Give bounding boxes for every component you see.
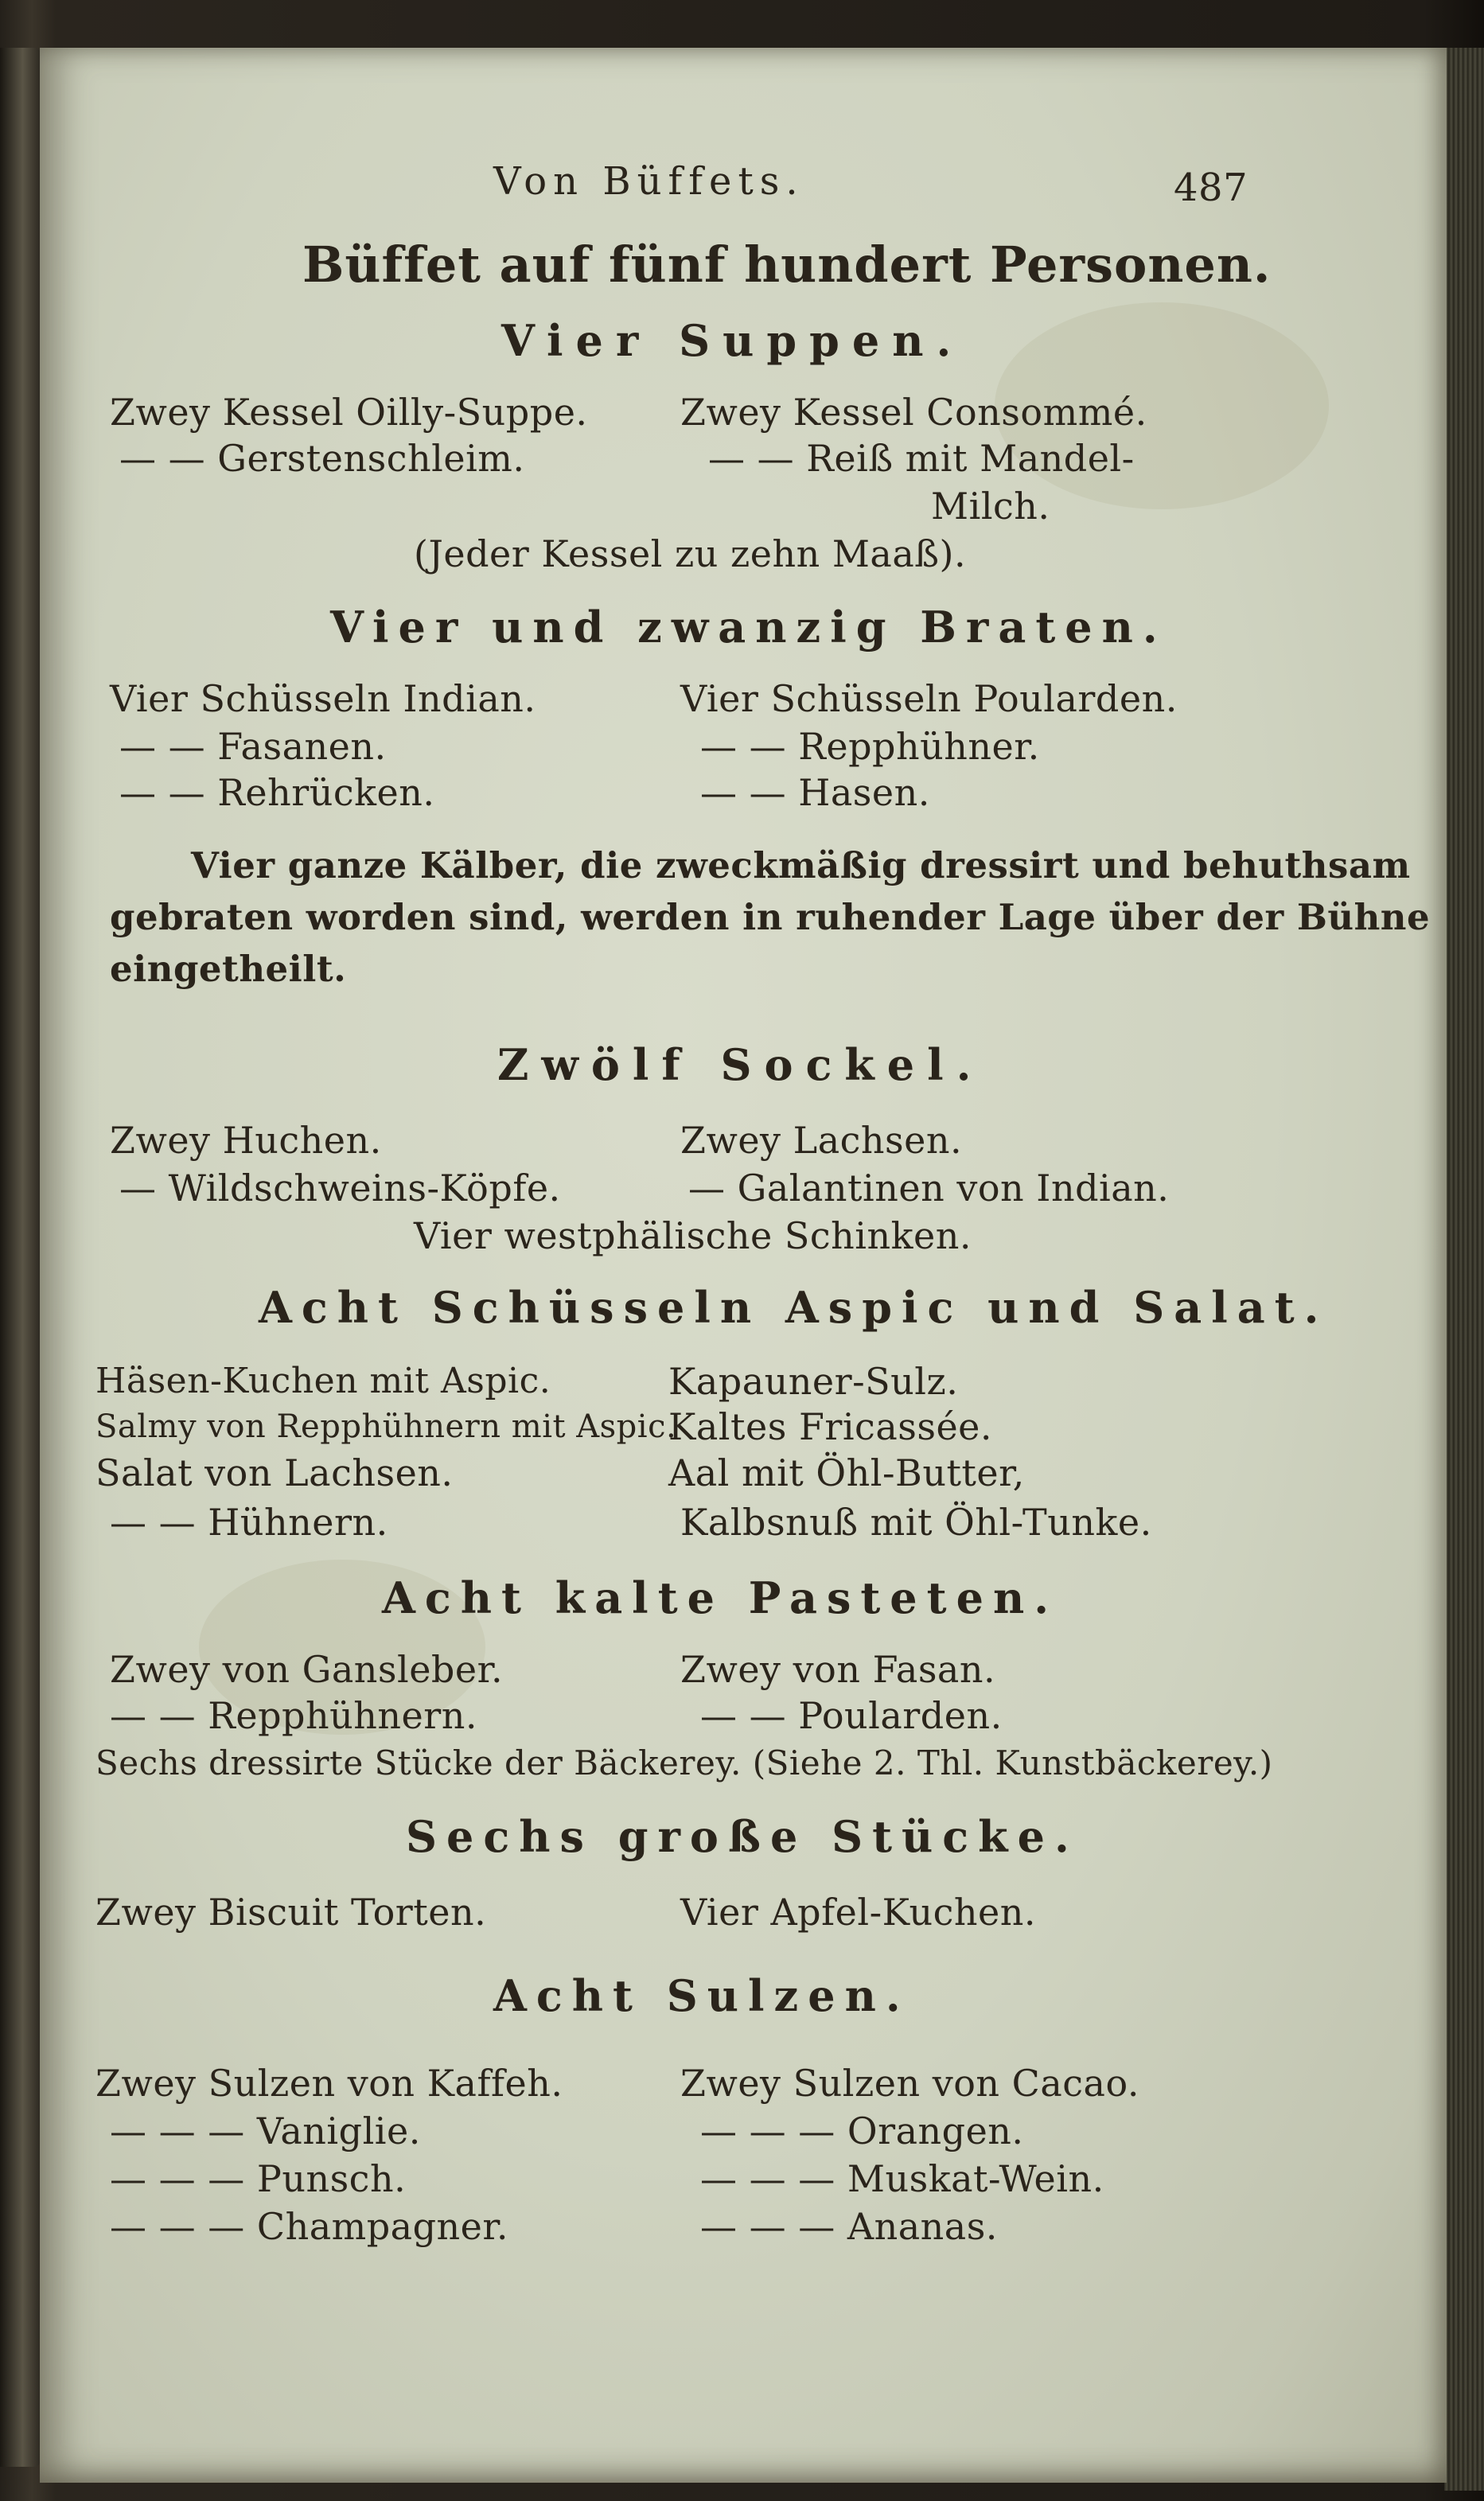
plinths-row-right: — Galantinen von Indian. [688,1167,1170,1210]
aspic-row-right: Kalbsnuß mit Öhl-Tunke. [680,1501,1152,1544]
jellies-row-left: — — — Champagner. [110,2205,508,2248]
section-heading-large-pieces: Sechs große Stücke. [406,1811,1079,1862]
jellies-row-left: — — — Punsch. [110,2157,407,2200]
page-stack-edge [1444,48,1484,2491]
aspic-row-left: — — Hühnern. [110,1501,388,1544]
roasts-paragraph-line: Vier ganze Kälber, die zweckmäßig dressirt und behuthsam [191,844,1411,886]
aspic-row-right: Aal mit Öhl-Butter, [668,1451,1025,1494]
jellies-row-right: — — — Orangen. [700,2109,1024,2152]
soups-continuation: Milch. [931,485,1050,528]
pies-row-right: — — Poularden. [700,1694,1003,1737]
plinths-row-left: Zwey Huchen. [110,1119,382,1162]
jellies-row-left: Zwey Sulzen von Kaffeh. [95,2062,563,2105]
aspic-row-right: Kaltes Fricassée. [668,1405,993,1448]
page-number: 487 [1174,166,1248,210]
pies-full-line: Sechs dressirte Stücke der Bäckerey. (Siehe 2. Thl. Kunstbäckerey.) [95,1743,1273,1782]
jellies-row-right: — — — Ananas. [700,2205,998,2248]
plinths-row-right: Zwey Lachsen. [680,1119,963,1162]
large-pieces-row-right: Vier Apfel-Kuchen. [680,1891,1036,1934]
facing-page-edge [0,48,41,2467]
soups-row-right: — — Reiß mit Mandel- [708,437,1135,480]
roasts-row-left: — — Fasanen. [119,725,387,768]
section-heading-pies: Acht kalte Pasteten. [382,1572,1059,1623]
soups-row-right: Zwey Kessel Consommé. [680,391,1147,434]
roasts-row-right: Vier Schüsseln Poularden. [680,677,1178,720]
section-heading-plinths: Zwölf Sockel. [497,1039,984,1090]
section-heading-roasts: Vier und zwanzig Braten. [330,602,1167,653]
section-heading-aspic: Acht Schüsseln Aspic und Salat. [259,1282,1329,1333]
roasts-row-right: — — Repphühner. [700,725,1040,768]
pies-row-left: Zwey von Gansleber. [110,1648,504,1691]
soups-row-left: — — Gerstenschleim. [119,437,525,480]
pies-row-right: Zwey von Fasan. [680,1648,996,1691]
pies-row-left: — — Repphühnern. [110,1694,477,1737]
page-title: Büffet auf fünf hundert Personen. [302,236,1272,294]
large-pieces-row-left: Zwey Biscuit Torten. [95,1891,487,1934]
plinths-row-left: — Wildschweins-Köpfe. [119,1167,561,1210]
book-page [40,48,1447,2483]
roasts-row-left: — — Rehrücken. [119,771,435,814]
roasts-row-left: Vier Schüsseln Indian. [110,677,536,720]
section-heading-jellies: Acht Sulzen. [493,1970,910,2021]
jellies-row-left: — — — Vaniglie. [110,2109,421,2152]
aspic-row-left: Salat von Lachsen. [95,1451,454,1494]
soups-note: (Jeder Kessel zu zehn Maaß). [414,532,967,575]
section-heading-soups: Vier Suppen. [501,315,964,366]
roasts-row-right: — — Hasen. [700,771,930,814]
plinths-center-line: Vier westphälische Schinken. [414,1214,972,1257]
jellies-row-right: Zwey Sulzen von Cacao. [680,2062,1139,2105]
roasts-paragraph-line: eingetheilt. [110,948,347,990]
roasts-paragraph-line: gebraten worden sind, werden in ruhender Lage über der Bühne [110,896,1431,938]
running-head: Von Büffets. [493,159,804,204]
aspic-row-right: Kapauner-Sulz. [668,1360,959,1403]
aspic-row-left: Salmy von Repphühnern mit Aspic. [95,1408,677,1445]
jellies-row-right: — — — Muskat-Wein. [700,2157,1104,2200]
aspic-row-left: Häsen-Kuchen mit Aspic. [95,1361,551,1401]
soups-row-left: Zwey Kessel Oilly-Suppe. [110,391,588,434]
